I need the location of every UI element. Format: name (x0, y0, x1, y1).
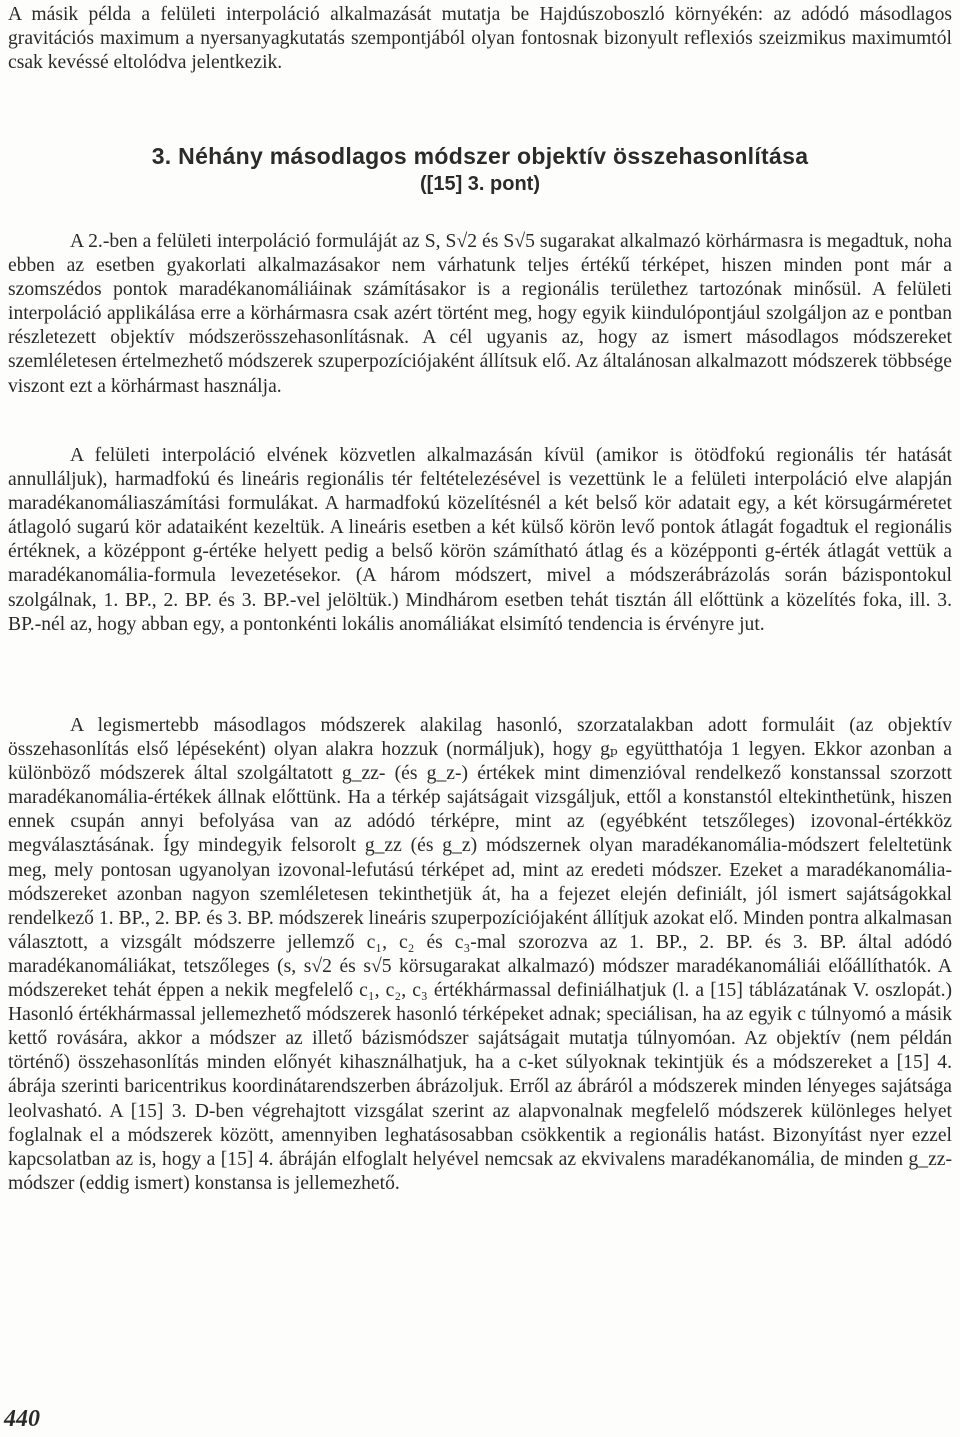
paragraph-base-methods: A felületi interpoláció elvének közvetlen alkalmazásán kívül (amikor is ötödfokú regionális tér hatását annulláljuk), harmadfokú és lineáris regionális tér feltételezésével is vezettünk le a felületi interpoláció elve alapján maradékanomáliaszámítási formulákat. A harmadfokú közelítésnél a két belső kör adatait egy, a két körsugárméretet átlagoló sugarú kör adataiként kezeltük. A lineáris esetben a két külső körön levő pontok átlagát fogadtuk el regionális értéknek, a középpont g-értéke helyett pedig a belső körön számítható átlag és a középponti g-érték átlagát vettük a maradékanomália-formula levezetésekor. (A három módszert, mivel a módszerábrázolás során bázispontokul szolgálnak, 1. BP., 2. BP. és 3. BP.-vel jelöltük.) Mindhárom esetben tehát tisztán áll előttünk a közelítés foka, ill. 3. BP.-nél az, hogy abban egy, a pontonkénti lokális anomáliákat elsimító tendencia is érvényre jut. (8, 445, 952, 635)
section-heading: 3. Néhány másodlagos módszer objektív összehasonlítása (151, 143, 809, 169)
paragraph-intro: A másik példa a felületi interpoláció alkalmazását mutatja be Hajdúszoboszló környékén: az adódó másodlagos gravitációs maximum a nyersanyagkutatás szempontjából olyan fontosnak bizonyult reflexiós szeizmikus maximumtól csak kevéssé eltolódva jelentkezik. (8, 4, 952, 74)
section-subheading: ([15] 3. pont) (420, 173, 540, 195)
paragraph-method-comparison: A legismertebb másodlagos módszerek alakilag hasonló, szorzatalakban adott formuláit (az objektív összehasonlítás első lépéseként) olyan alakra hozzuk (normáljuk), hogy gₚ együtthatója 1 legyen. Ekkor azonban a különböző módszerek által szolgáltatott g_zz- (és g_z-) értékek mint dimenzióval rendelkező konstanssal szorzott maradékanomália-értékek állnak előttünk. Ha a térkép sajátságait vizsgáljuk, ettől a konstanstól eltekinthetünk, hiszen ennek csupán annyi befolyása van az adódó térképre, mint az (egyébként tetszőleges) izovonal-értékköz megválasztásának. Így mindegyik felsorolt g_zz (és g_z) módszernek olyan maradékanomália-módszert feleltetünk meg, mely pontosan ugyanolyan izovonal-lefutású térképet ad, mint az eredeti módszer. Ezeket a maradékanomália-módszereket azonban nagyon szemléletesen tekinthetjük át, ha a fejezet elején definiált, jól ismert sajátságokkal rendelkező 1. BP., 2. BP. és 3. BP. módszerek lineáris szuperpozíciójaként állítjuk azokat elő. Minden pontra alkalmasan választott, a vizsgált módszerre jellemző c₁, c₂ és c₃-mal szorozva az 1. BP., 2. BP. és 3. BP. által adódó maradékanomáliákat, tetszőleges (s, s√2 és s√5 körsugarakat alkalmazó) módszer maradékanomáliái előállíthatók. A módszereket tehát éppen a nekik megfelelő c₁, c₂, c₃ értékhármassal definiálhatjuk (l. a [15] táblázatának V. oszlopát.) Hasonló értékhármassal jellemezhető módszerek hasonló térképeket adnak; speciálisan, ha az egyik c túlnyomó a másik kettő rovására, akkor a módszer az illető bázismódszer sajátságait mutatja túlnyomóan. Az objektív (nem példán történő) összehasonlítás minden előnyét kihasználhatjuk, ha a c-ket súlyoknak tekintjük és a módszereket a [15] 4. ábrája szerinti baricentrikus koordinátarendszerben ábrázoljuk. Erről az ábráról a módszerek minden lényeges sajátsága leolvasható. A [15] 3. D-ben végrehajtott vizsgálat szerint az alapvonalnak megfelelő módszerek különleges helyet foglalnak el a módszerek között, amennyiben leghatásosabban csökkentik a regionális hatást. Bizonyítást nyer ezzel kapcsolatban az is, hogy a [15] 4. ábráján elfoglalt helyével nemcsak az ekvivalens maradékanomália, de minden g_zz-módszer (eddig ismert) konstansa is jellemezhető. (8, 715, 952, 1194)
page-number: 440 (4, 1406, 40, 1432)
paragraph-surface-interpolation: A 2.-ben a felületi interpoláció formuláját az S, S√2 és S√5 sugarakat alkalmazó körhármasra is megadtuk, noha ebben az esetben gyakorlati alkalmazásakor nem várhatunk teljes értékű térképet, hiszen minden pont már a szomszédos pontok maradékanomáliáinak számításakor is a regionális területhez tartozónak minősül. A felületi interpoláció applikálása erre a körhármasra csak azért történt meg, hogy egyik kiindulópontjául szolgáljon az e pontban részletezett objektív módszerösszehasonlításnak. A cél ugyanis az, hogy az ismert másodlagos módszereket szemléletesen értelmezhető módszerek szuperpozíciójaként állítsuk elő. Az általánosan alkalmazott módszerek többsége viszont ezt a körhármast használja. (8, 231, 952, 397)
